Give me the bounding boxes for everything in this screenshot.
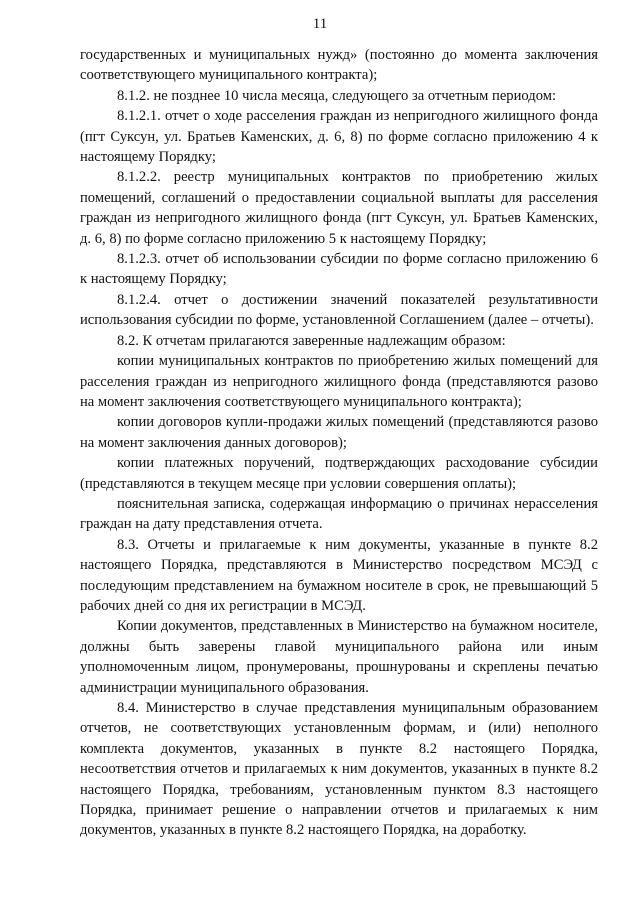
- paragraph-8-1-2-1: 8.1.2.1. отчет о ходе расселения граждан из непригодного жилищного фонда (пгт Суксун, ул. Братьев Каменских, д. 6, 8) по форме согласно приложению 4 к настоящему Порядку;: [80, 108, 598, 166]
- paragraph-8-1-2: 8.1.2. не позднее 10 числа месяца, следующего за отчетным периодом:: [117, 87, 557, 104]
- paragraph-8-3: 8.3. Отчеты и прилагаемые к ним документы, указанные в пункте 8.2 настоящего Порядка, представляются в Министерство посредством МСЭД с последующим представлением на бумажном носителе в срок, не превышающий 5 рабочих дней со дня их регистрации в МСЭД.: [80, 536, 598, 614]
- paragraph-continuation: государственных и муниципальных нужд» (постоянно до момента заключения соответствующего муниципального контракта);: [80, 47, 598, 84]
- paragraph-contract-copies: копии муниципальных контрактов по приобретению жилых помещений для расселения граждан из непригодного жилищного фонда (представляются разово на момент заключения соответствующего муниципального контракта);: [80, 353, 598, 410]
- paragraph-8-2: 8.2. К отчетам прилагаются заверенные надлежащим образом:: [117, 332, 506, 349]
- paragraph-8-1-2-3: 8.1.2.3. отчет об использовании субсидии по форме согласно приложению 6 к настоящему Порядку;: [80, 251, 598, 288]
- paragraph-8-1-2-2: 8.1.2.2. реестр муниципальных контрактов по приобретению жилых помещений, соглашений о предоставлении социальной выплаты для расселения граждан из непригодного жилищного фонда (пгт Суксун, ул. Братьев Каменских, д. 6, 8) по форме согласно приложению 5 к настоящему Порядку;: [80, 169, 598, 247]
- paragraph-8-4: 8.4. Министерство в случае представления муниципальным образованием отчетов, не соответствующих установленным формам, и (или) неполного комплекта документов, указанных в пункте 8.2 настоящего Порядка, несоответствия отчетов и прилагаемых к ним документов, указанных в пункте 8.2 настоящего Порядка, требованиям, установленным пунктом 8.3 настоящего Порядка, принимает решение о направлении отчетов и прилагаемых к ним документов, указанных в пункте 8.2 настоящего Порядка, на доработку.: [80, 700, 598, 839]
- paragraph-sale-agreement-copies: копии договоров купли-продажи жилых помещений (представляются разово на момент заключения данных договоров);: [80, 414, 598, 451]
- paragraph-explanatory-note: пояснительная записка, содержащая информацию о причинах нерасселения граждан на дату представления отчета.: [80, 495, 598, 533]
- paragraph-8-1-2-4: 8.1.2.4. отчет о достижении значений показателей результативности использования субсидии по форме, установленной Соглашением (далее – отчеты).: [80, 291, 598, 329]
- page-number: 11: [312, 16, 328, 32]
- paragraph-paper-copies: Копии документов, представленных в Министерство на бумажном носителе, должны быть заверены главой муниципального района или иным уполномоченным лицом, пронумерованы, прошнурованы и скреплены печатью администрации муниципального образования.: [80, 618, 598, 696]
- paragraph-payment-orders: копии платежных поручений, подтверждающих расходование субсидии (представляются в текущем месяце при условии совершения оплаты);: [80, 455, 598, 492]
- document-body: [80, 45, 598, 841]
